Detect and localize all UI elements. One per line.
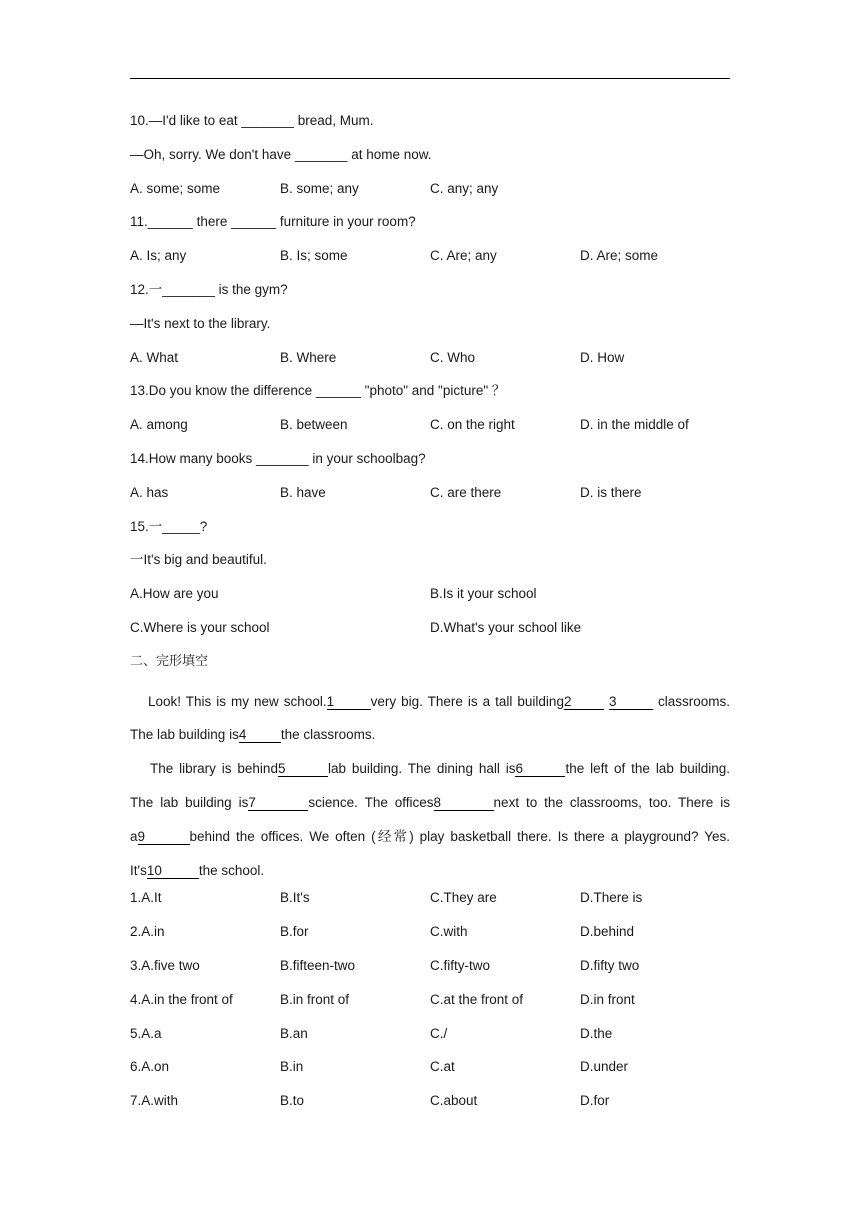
question-15-line-2: 一It's big and beautiful. [130, 552, 267, 568]
option-b: B. Where [280, 349, 337, 365]
option-a: 1.A.It [130, 890, 162, 906]
option-c: C. Are; any [430, 248, 497, 264]
document-body [130, 110, 730, 1124]
question-13-options [130, 414, 730, 448]
cloze-options-6 [130, 1056, 730, 1090]
option-b: B.in [280, 1059, 304, 1075]
question-11-options [130, 245, 730, 279]
cloze-options-3 [130, 955, 730, 989]
option-d: D.There is [580, 890, 643, 906]
option-c: C.about [430, 1093, 478, 1109]
option-c: C.at the front of [430, 991, 524, 1007]
option-c: C.fifty-two [430, 957, 491, 973]
option-a: A. some; some [130, 180, 221, 196]
cloze-options-7 [130, 1090, 730, 1124]
blank-10: 10 [147, 864, 199, 879]
cloze-options-1 [130, 887, 730, 921]
cloze-options-4 [130, 989, 730, 1023]
question-14-line-1: 14.How many books _______ in your schoolbag? [130, 450, 426, 466]
option-b: B.Is it your school [430, 586, 537, 602]
option-b: B. between [280, 417, 348, 433]
cloze-options-5 [130, 1023, 730, 1057]
option-d: D.the [580, 1025, 613, 1041]
option-b: B.It's [280, 890, 310, 906]
question-12-options [130, 347, 730, 381]
option-c: C.with [430, 924, 468, 940]
question-15-options-row-2 [130, 617, 730, 651]
question-12-line-1: 12.一_______ is the gym? [130, 281, 288, 297]
question-10-line-1: 10.—I'd like to eat _______ bread, Mum. [130, 113, 374, 128]
option-d: D. is there [580, 484, 642, 500]
blank-7: 7 [248, 796, 308, 811]
blank-2: 2 [564, 695, 604, 710]
option-d: D.fifty two [580, 957, 640, 973]
option-c: C. are there [430, 484, 502, 500]
option-a: 4.A.in the front of [130, 991, 233, 1007]
option-c: C. on the right [430, 417, 515, 433]
option-d: D.in front [580, 991, 635, 1007]
option-b: B.for [280, 924, 309, 940]
option-a: 7.A.with [130, 1093, 179, 1109]
question-10-options [130, 178, 730, 212]
blank-5: 5 [278, 762, 328, 777]
question-15-line-1: 15.一_____? [130, 518, 208, 534]
passage-line: The lab building is7 science. The offices8 next to the classrooms, too. There is [130, 794, 730, 810]
option-a: A. What [130, 349, 179, 365]
passage-line: The lab building is4 the classrooms. [130, 727, 376, 743]
cloze-passage [130, 685, 730, 888]
question-10-line-2: —Oh, sorry. We don't have _______ at home now. [130, 146, 432, 162]
passage-line: The library is behind5 lab building. The dining hall is6 the left of the lab building. [150, 761, 730, 777]
cloze-options-2 [130, 921, 730, 955]
blank-1: 1 [327, 695, 371, 710]
option-a: A. among [130, 417, 188, 433]
passage-line: Look! This is my new school.1 very big. There is a tall building2 3 classrooms. [148, 693, 730, 709]
blank-9: 9 [138, 830, 190, 845]
question-13-line-1: 13.Do you know the difference ______ "photo" and "picture" ？ [130, 383, 506, 399]
option-c: C.They are [430, 890, 497, 906]
option-a: 2.A.in [130, 924, 165, 940]
option-a: 5.A.a [130, 1025, 162, 1041]
option-b: B.an [280, 1025, 308, 1041]
option-b: B. some; any [280, 180, 359, 196]
option-c: C. Who [430, 349, 476, 365]
option-a: A. Is; any [130, 248, 187, 264]
option-a: A.How are you [130, 586, 219, 602]
section-title: 二、完形填空 [130, 653, 209, 669]
option-a: 3.A.five two [130, 957, 200, 973]
option-c: C.Where is your school [130, 619, 270, 635]
question-15-options-row-1 [130, 583, 730, 617]
option-a: 6.A.on [130, 1059, 170, 1075]
option-b: B.fifteen-two [280, 957, 356, 973]
option-d: D.behind [580, 924, 635, 940]
option-b: B. have [280, 484, 326, 500]
question-14-options [130, 482, 730, 516]
option-d: D. How [580, 349, 625, 365]
option-d: D. Are; some [580, 248, 659, 264]
option-c: C. any; any [430, 180, 499, 196]
option-a: A. has [130, 484, 169, 500]
passage-line: a9 behind the offices. We often (经常) play basketball there. Is there a playground? Yes. [130, 828, 730, 844]
blank-8: 8 [434, 796, 494, 811]
blank-3: 3 [609, 695, 653, 710]
question-11-line-1: 11.______ there ______ furniture in your room? [130, 214, 416, 230]
option-c: C.at [430, 1059, 455, 1075]
option-d: D. in the middle of [580, 417, 689, 433]
option-b: B.in front of [280, 991, 350, 1007]
option-b: B.to [280, 1093, 305, 1109]
passage-line: It's10 the school. [130, 862, 265, 878]
question-12-line-2: —It's next to the library. [130, 315, 271, 331]
option-d: D.for [580, 1093, 610, 1109]
blank-4: 4 [239, 728, 281, 743]
option-c: C./ [430, 1025, 448, 1041]
option-b: B. Is; some [280, 248, 348, 264]
blank-6: 6 [515, 762, 565, 777]
option-d: D.What's your school like [430, 619, 582, 635]
option-d: D.under [580, 1059, 629, 1075]
header-rule [130, 78, 730, 79]
